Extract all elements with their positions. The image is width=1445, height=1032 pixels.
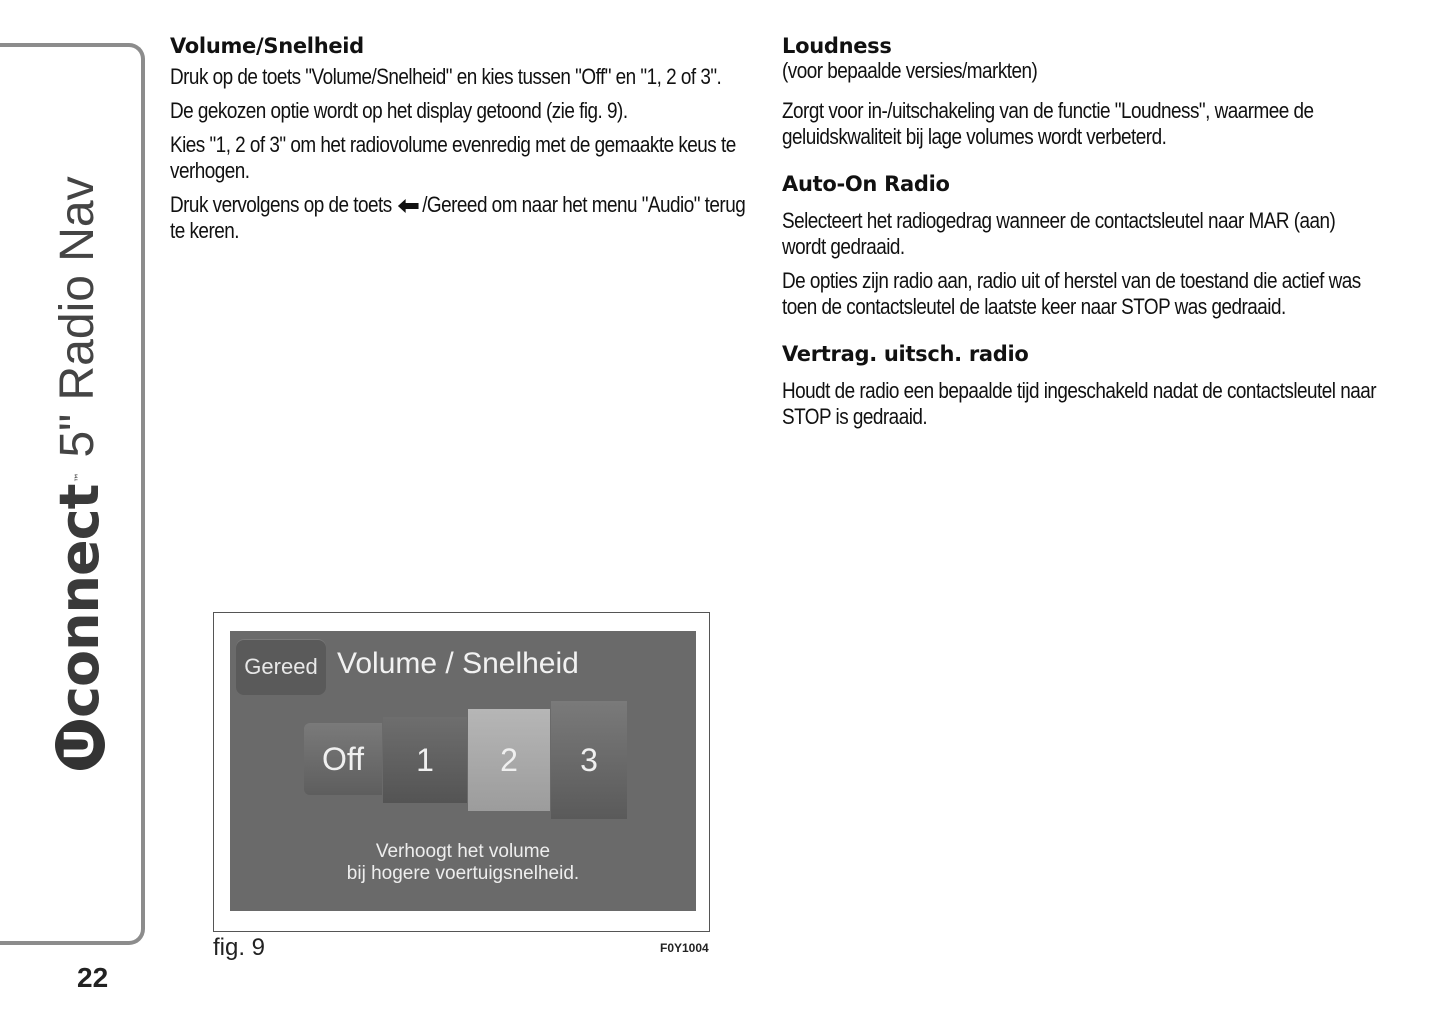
option-2-selected[interactable]: 2 xyxy=(468,709,550,811)
auto-on-heading: Auto-On Radio xyxy=(782,172,950,196)
screen-title: Volume / Snelheid xyxy=(337,647,579,680)
auto-on-p1: Selecteert het radiogedrag wanneer de contactsleutel naar MAR (aan) wordt gedraaid. xyxy=(782,208,1336,259)
loudness-text: Zorgt voor in-/uitschakeling van de functie "Loudness", waarmee de geluidskwaliteit bij lage volumes wordt verbeterd. xyxy=(782,98,1314,149)
radio-screen xyxy=(230,631,696,911)
right-column xyxy=(782,34,1382,438)
p4-text-after: /Gereed om naar het menu "Audio" terug te keren. xyxy=(170,192,746,243)
option-1[interactable]: 1 xyxy=(383,717,467,803)
loudness-note: (voor bepaalde versies/markten) xyxy=(782,58,1038,83)
trademark-mark: ™ xyxy=(74,473,85,483)
option-3[interactable]: 3 xyxy=(551,701,627,819)
done-button[interactable]: Gereed xyxy=(236,639,326,695)
caption-line-2: bij hogere voertuigsnelheid. xyxy=(346,863,580,884)
auto-on-p2: De opties zijn radio aan, radio uit of herstel van de toestand die actief was toen de contactsleutel de laatste keer naar STOP was gedraaid. xyxy=(782,268,1361,319)
figure-code: F0Y1004 xyxy=(660,941,709,955)
delay-text: Houdt de radio een bepaalde tijd ingeschakeld nadat de contactsleutel naar STOP is gedraaid. xyxy=(782,378,1377,429)
delay-heading: Vertrag. uitsch. radio xyxy=(782,342,1029,366)
volume-speed-p3: Kies "1, 2 of 3" om het radiovolume evenredig met de gemaakte keus te verhogen. xyxy=(170,132,736,183)
figure-9 xyxy=(213,612,710,932)
back-arrow-icon xyxy=(398,199,420,213)
volume-speed-heading: Volume/Snelheid xyxy=(170,34,364,58)
volume-speed-p4 xyxy=(170,192,749,244)
caption-line-1: Verhoogt het volume xyxy=(375,841,551,862)
loudness-heading: Loudness xyxy=(782,34,892,58)
option-off[interactable]: Off xyxy=(304,723,382,795)
volume-speed-p1: Druk op de toets "Volume/Snelheid" en kies tussen "Off" en "1, 2 of 3". xyxy=(170,64,722,89)
figure-label: fig. 9 xyxy=(213,934,266,961)
screen-caption xyxy=(230,841,696,885)
p4-text-before: Druk vervolgens op de toets xyxy=(170,192,392,217)
uconnect-logo xyxy=(48,474,111,770)
volume-speed-p2: De gekozen optie wordt op het display getoond (zie fig. 9). xyxy=(170,98,628,123)
logo-wordmark: connect xyxy=(48,484,111,718)
left-column xyxy=(170,34,750,252)
logo-u-circle: U xyxy=(55,720,105,770)
section-name: 5" Radio Nav xyxy=(50,176,104,458)
page-number: 22 xyxy=(77,962,109,993)
chapter-title xyxy=(48,176,111,770)
